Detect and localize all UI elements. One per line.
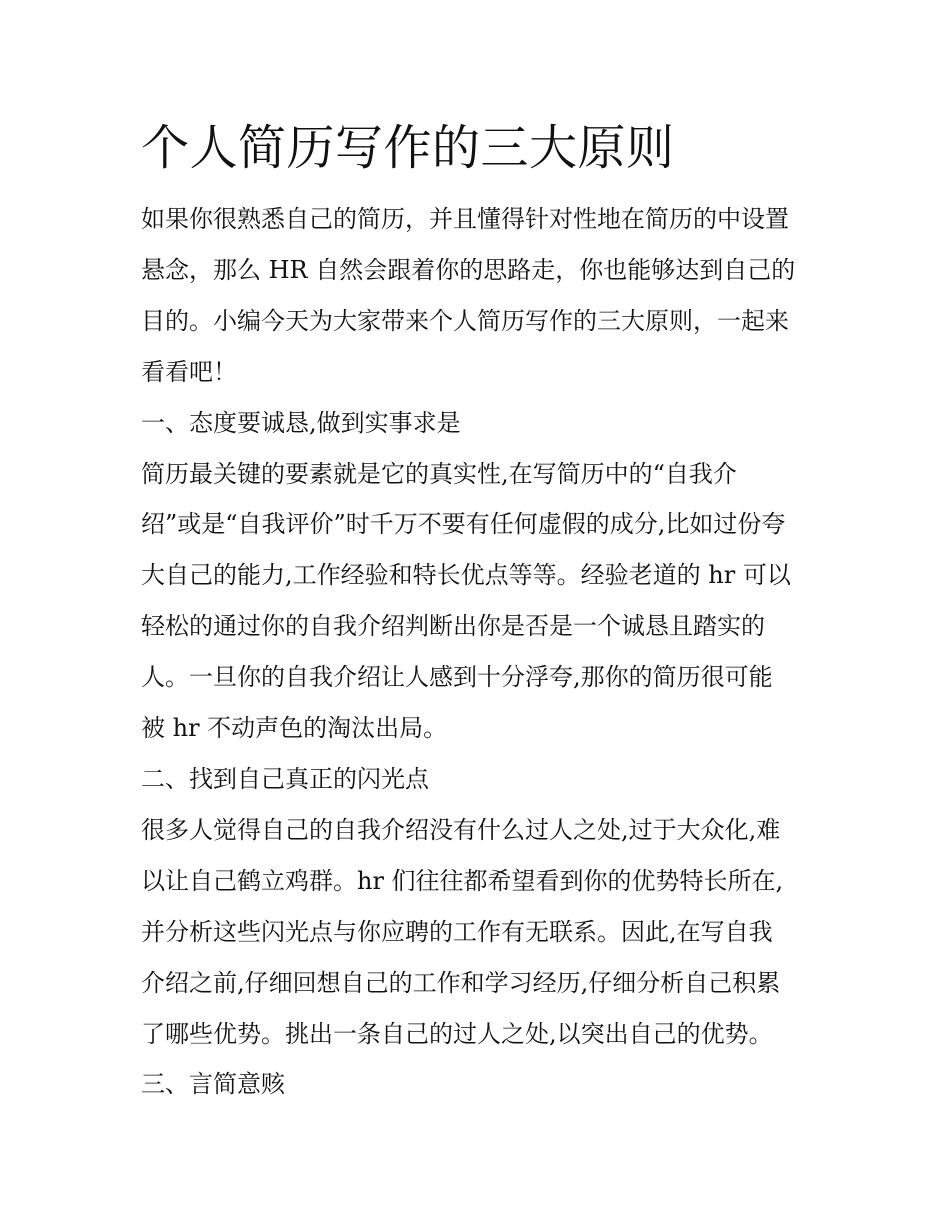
section-1-line-3: 大自己的能力,工作经验和特长优点等等。经验老道的 hr 可以: [141, 561, 791, 590]
section-1-line-6: 被 hr 不动声色的淘汰出局。: [141, 714, 448, 743]
intro-line-4: 看看吧！: [141, 357, 237, 386]
intro-line-2: 悬念，那么 HR 自然会跟着你的思路走，你也能够达到自己的: [141, 255, 796, 284]
section-1-line-5: 人。一旦你的自我介绍让人感到十分浮夸,那你的简历很可能: [141, 663, 773, 692]
section-2-line-4: 介绍之前,仔细回想自己的工作和学习经历,仔细分析自己积累: [141, 968, 781, 997]
section-1-line-4: 轻松的通过你的自我介绍判断出你是否是一个诚恳且踏实的: [141, 612, 765, 641]
section-2-line-2: 以让自己鹤立鸡群。hr 们往往都希望看到你的优势特长所在,: [141, 866, 784, 895]
section-2-line-3: 并分析这些闪光点与你应聘的工作有无联系。因此,在写自我: [141, 917, 773, 946]
document-title: 个人简历写作的三大原则: [141, 120, 675, 176]
document-page: [141, 112, 813, 1110]
intro-line-3: 目的。小编今天为大家带来个人简历写作的三大原则，一起来: [141, 306, 789, 335]
section-2-line-5: 了哪些优势。挑出一条自己的过人之处,以突出自己的优势。: [141, 1019, 773, 1048]
section-heading-2: 二、找到自己真正的闪光点: [141, 764, 429, 793]
section-heading-1: 一、态度要诚恳,做到实事求是: [141, 408, 461, 437]
intro-line-1: 如果你很熟悉自己的简历，并且懂得针对性地在简历的中设置: [141, 205, 789, 233]
section-1-line-1: 简历最关键的要素就是它的真实性,在写简历中的“自我介: [141, 459, 737, 488]
section-2-line-1: 很多人觉得自己的自我介绍没有什么过人之处,过于大众化,难: [141, 815, 781, 844]
section-heading-3: 三、言简意赅: [141, 1070, 285, 1099]
section-1-line-2: 绍”或是“自我评价”时千万不要有任何虚假的成分,比如过份夸: [141, 510, 786, 539]
